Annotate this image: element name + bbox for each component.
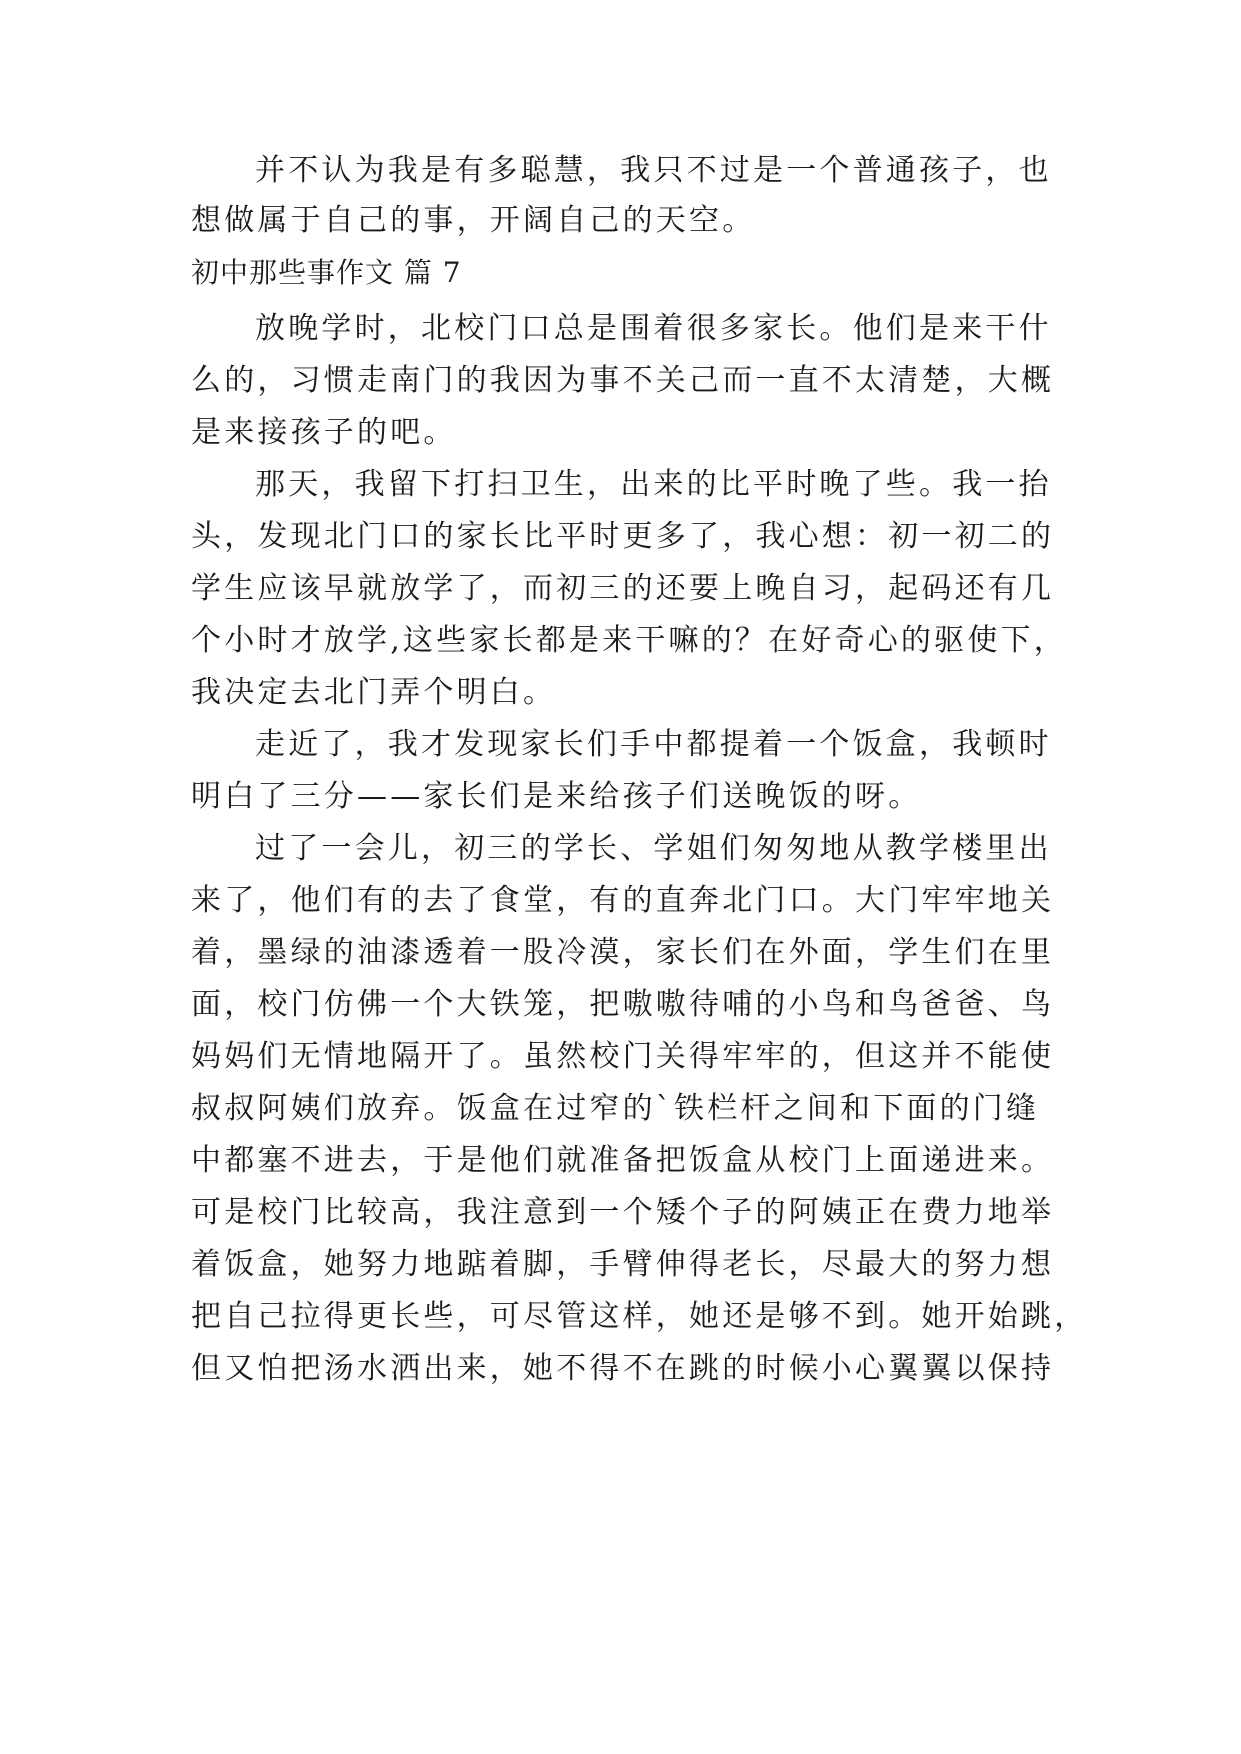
paragraph-2-line-1: 放晚学时，北校门口总是围着很多家长。他们是来干什 xyxy=(255,311,1052,346)
paragraph-3-line-3: 学生应该早就放学了，而初三的还要上晚自习，起码还有几 xyxy=(191,571,1055,606)
paragraph-5-line-8: 可是校门比较高，我注意到一个矮个子的阿姨正在费力地举 xyxy=(191,1195,1055,1230)
paragraph-5-line-1: 过了一会儿，初三的学长、学姐们匆匆地从教学楼里出 xyxy=(255,831,1052,866)
paragraph-5-line-2: 来了，他们有的去了食堂，有的直奔北门口。大门牢牢地关 xyxy=(191,883,1055,918)
paragraph-2-line-2: 么的，习惯走南门的我因为事不关己而一直不太清楚，大概 xyxy=(191,363,1055,398)
paragraph-1-line-2: 想做属于自己的事，开阔自己的天空。 xyxy=(191,203,756,238)
paragraph-4-line-2: 明白了三分——家长们是来给孩子们送晚饭的呀。 xyxy=(191,779,922,814)
paragraph-5-line-6: 叔叔阿姨们放弃。饭盒在过窄的`铁栏杆之间和下面的门缝 xyxy=(191,1091,1040,1126)
paragraph-1-line-1: 并不认为我是有多聪慧，我只不过是一个普通孩子，也 xyxy=(255,153,1052,188)
paragraph-3-line-1: 那天，我留下打扫卫生，出来的比平时晚了些。我一抬 xyxy=(255,467,1052,502)
paragraph-5-line-4: 面，校门仿佛一个大铁笼，把嗷嗷待哺的小鸟和鸟爸爸、鸟 xyxy=(191,987,1055,1022)
paragraph-3-line-4: 个小时才放学,这些家长都是来干嘛的？在好奇心的驱使下， xyxy=(191,623,1067,658)
paragraph-5-line-3: 着，墨绿的油漆透着一股冷漠，家长们在外面，学生们在里 xyxy=(191,935,1055,970)
paragraph-4-line-1: 走近了，我才发现家长们手中都提着一个饭盒，我顿时 xyxy=(255,727,1052,762)
paragraph-5-line-9: 着饭盒，她努力地踮着脚，手臂伸得老长，尽最大的努力想 xyxy=(191,1247,1055,1282)
section-heading: 初中那些事作文 篇 7 xyxy=(191,256,462,289)
paragraph-2-line-3: 是来接孩子的吧。 xyxy=(191,415,457,450)
paragraph-5-line-5: 妈妈们无情地隔开了。虽然校门关得牢牢的，但这并不能使 xyxy=(191,1039,1055,1074)
paragraph-3-line-2: 头，发现北门口的家长比平时更多了，我心想：初一初二的 xyxy=(191,519,1055,554)
paragraph-5-line-7: 中都塞不进去，于是他们就准备把饭盒从校门上面递进来。 xyxy=(191,1143,1055,1178)
paragraph-3-line-5: 我决定去北门弄个明白。 xyxy=(191,675,557,710)
paragraph-5-line-11: 但又怕把汤水洒出来，她不得不在跳的时候小心翼翼以保持 xyxy=(191,1351,1055,1386)
paragraph-5-line-10: 把自己拉得更长些，可尽管这样，她还是够不到。她开始跳， xyxy=(191,1299,1088,1334)
